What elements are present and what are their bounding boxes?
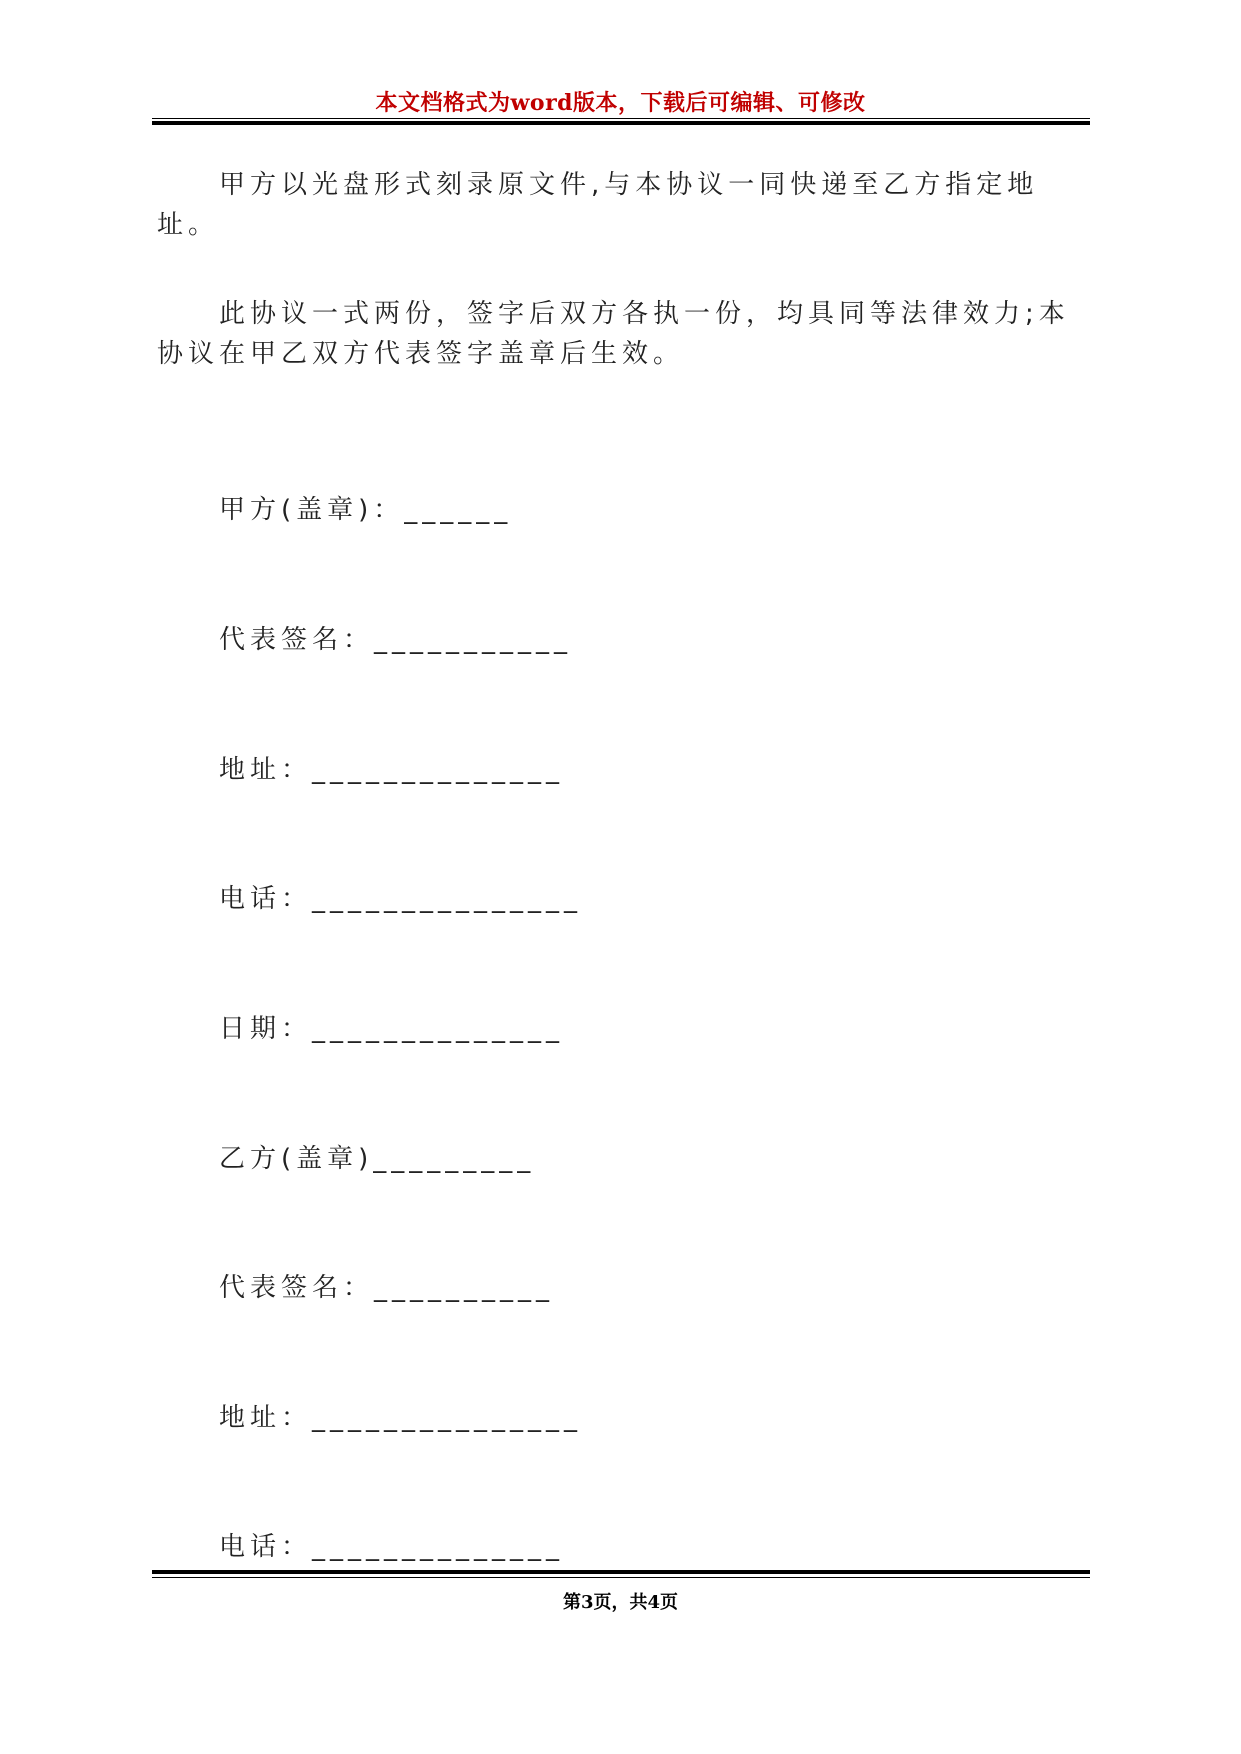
- party-b-address-field: 地址：_______________: [219, 1403, 583, 1433]
- footer-rule-thick: [152, 1570, 1090, 1574]
- party-b-seal-field: 乙方(盖章)_________: [219, 1144, 536, 1174]
- party-b-phone-field: 电话：______________: [219, 1532, 565, 1562]
- paragraph-delivery: 甲方以光盘形式刻录原文件,与本协议一同快递至乙方指定地址。: [157, 170, 1039, 240]
- party-a-seal-field: 甲方(盖章)：______: [219, 495, 513, 525]
- party-b-representative-field: 代表签名：__________: [219, 1273, 555, 1303]
- paragraph-validity: 此协议一式两份，签字后双方各执一份，均具同等法律效力;本协议在甲乙双方代表签字盖章后生效。: [157, 299, 1070, 369]
- header-rule-thick: [152, 121, 1090, 125]
- header-notice: 本文档格式为word版本，下载后可编辑、可修改: [375, 90, 866, 116]
- party-a-date-field: 日期：______________: [219, 1014, 565, 1044]
- header-rule-thin: [152, 118, 1090, 119]
- footer-rule-thin: [152, 1577, 1090, 1578]
- page-number: 第3页，共4页: [562, 1592, 679, 1613]
- party-a-address-field: 地址：______________: [219, 755, 565, 785]
- party-a-representative-field: 代表签名：___________: [219, 625, 573, 655]
- party-a-phone-field: 电话：_______________: [219, 884, 583, 914]
